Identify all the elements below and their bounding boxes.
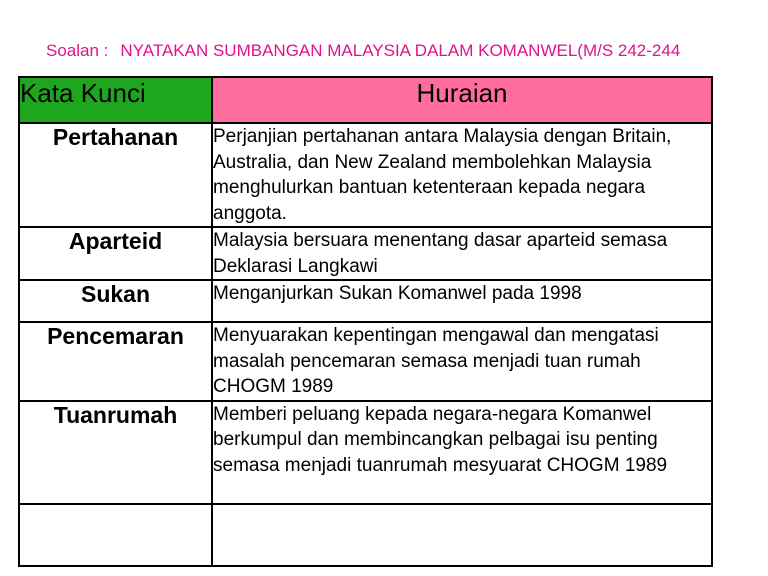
header-kata-kunci: Kata Kunci <box>19 77 212 123</box>
table-row <box>19 401 712 504</box>
row-keyword <box>19 504 212 566</box>
row-description: Menganjurkan Sukan Komanwel pada 1998 <box>212 280 712 322</box>
table-row <box>19 227 712 280</box>
table-row <box>19 280 712 322</box>
row-keyword: Pertahanan <box>19 123 212 227</box>
table-row <box>19 322 712 401</box>
row-description: Menyuarakan kepentingan mengawal dan mengatasi masalah pencemaran semasa menjadi tuan rumah CHOGM 1989 <box>212 322 712 401</box>
question-label: Soalan : <box>46 41 109 60</box>
table-header-row <box>19 77 712 123</box>
row-description: Malaysia bersuara menentang dasar aparteid semasa Deklarasi Langkawi <box>212 227 712 280</box>
row-description <box>212 504 712 566</box>
table-row-empty <box>19 504 712 566</box>
row-description: Perjanjian pertahanan antara Malaysia dengan Britain, Australia, dan New Zealand membolehkan Malaysia menghulurkan bantuan ketenteraan kepada negara anggota. <box>212 123 712 227</box>
row-description: Memberi peluang kepada negara-negara Komanwel berkumpul dan membincangkan pelbagai isu penting semasa menjadi tuanrumah mesyuarat CHOGM 1989 <box>212 401 712 504</box>
row-keyword: Sukan <box>19 280 212 322</box>
row-keyword: Tuanrumah <box>19 401 212 504</box>
row-keyword: Aparteid <box>19 227 212 280</box>
question-heading <box>46 40 716 76</box>
header-huraian: Huraian <box>212 77 712 123</box>
row-keyword: Pencemaran <box>19 322 212 401</box>
question-text: NYATAKAN SUMBANGAN MALAYSIA DALAM KOMANWEL(M/S 242-244 <box>120 41 681 60</box>
table-row <box>19 123 712 227</box>
keyword-table <box>18 76 713 567</box>
